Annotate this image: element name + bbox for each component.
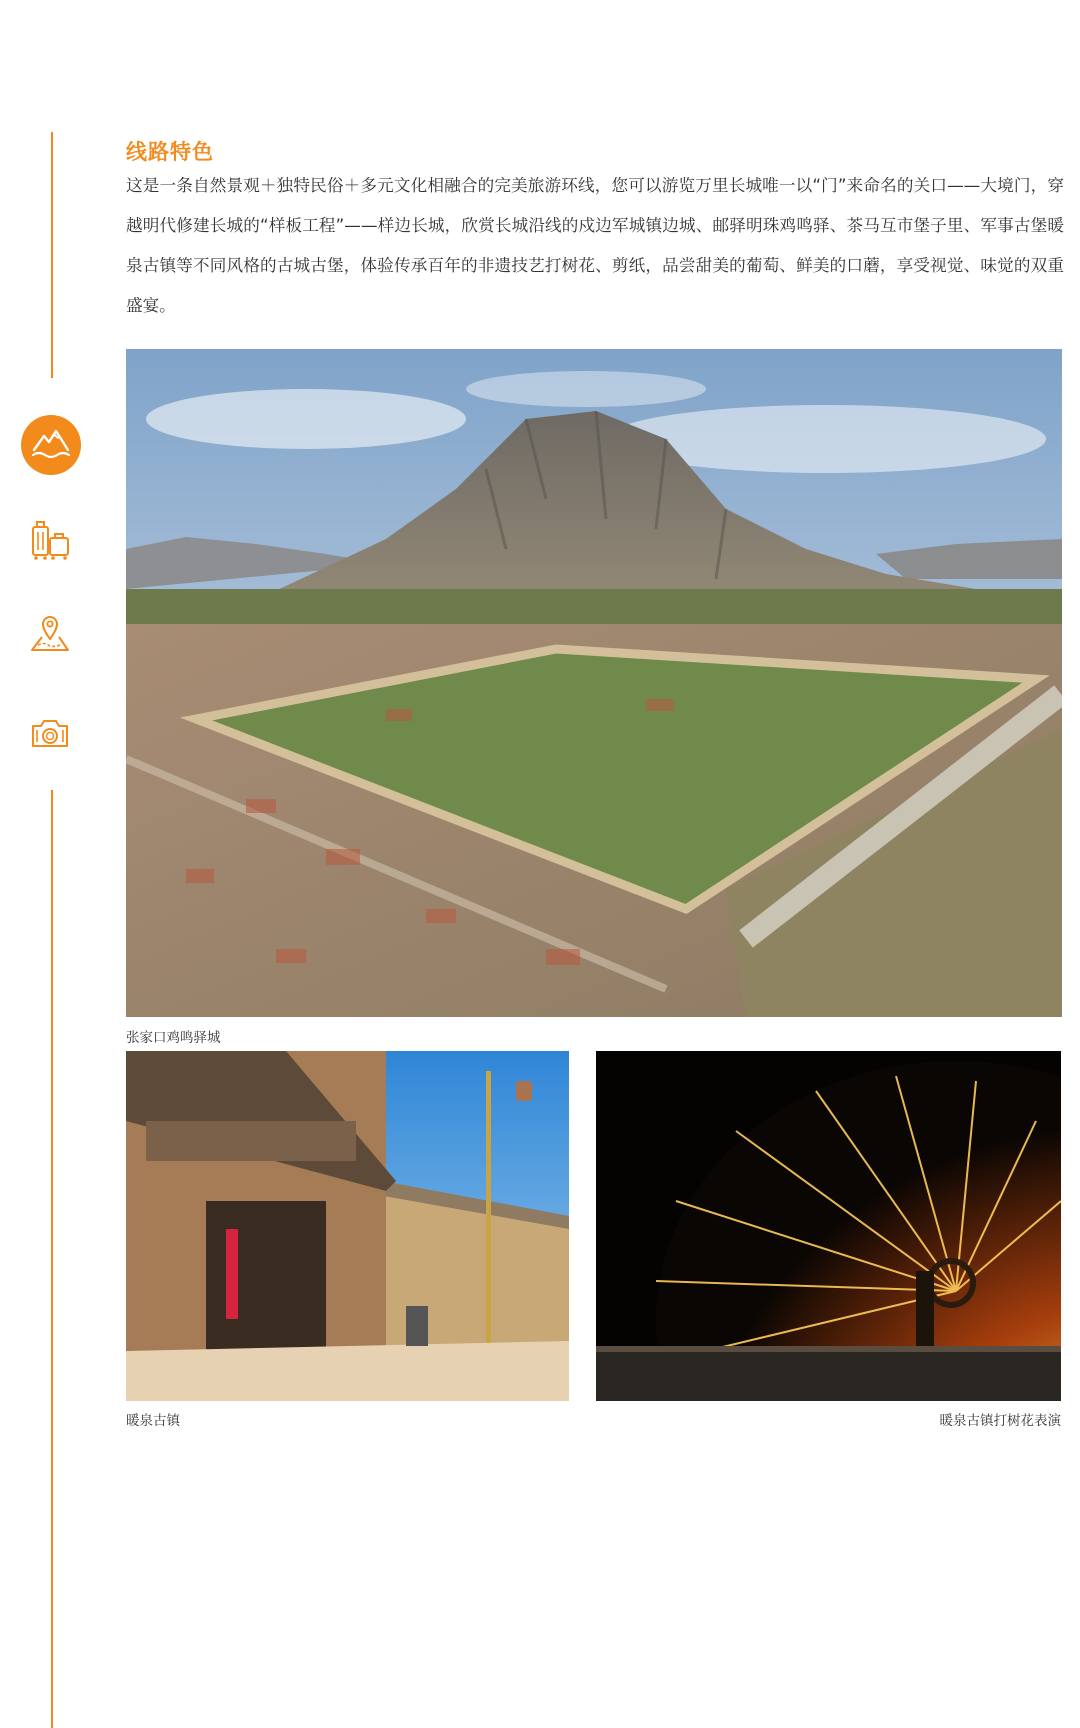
luggage-icon[interactable] (26, 518, 74, 562)
photo-jimingyi-aerial (126, 349, 1062, 1017)
sidebar-nav-scenery[interactable] (21, 415, 81, 475)
map-pin-icon[interactable] (26, 612, 74, 656)
photo-caption-left: 暖泉古镇 (126, 1413, 180, 1429)
mountain-icon (21, 415, 81, 475)
section-title: 线路特色 (126, 140, 214, 164)
intro-paragraph: 这是一条自然景观＋独特民俗＋多元文化相融合的完美旅游环线，您可以游览万里长城唯一以“门”来命名的关口——大境门，穿越明代修建长城的“样板工程”——样边长城，欣赏长城沿线的戍边军城镇边城、邮驿明珠鸡鸣驿、茶马互市堡子里、军事古堡暖泉古镇等不同风格的古城古堡，体验传承百年的非遗技艺打树花、剪纸，品尝甜美的葡萄、鲜美的口蘑，享受视觉、味觉的双重盛宴。 (126, 176, 1064, 315)
photo-caption-right: 暖泉古镇打树花表演 (939, 1413, 1061, 1429)
camera-icon[interactable] (26, 710, 74, 754)
photo-caption-main: 张家口鸡鸣驿城 (126, 1030, 221, 1046)
photo-dashuhua-performance (596, 1051, 1061, 1401)
photo-nuanquan-town (126, 1051, 569, 1401)
sidebar-line-top (51, 132, 53, 378)
sidebar-line-bottom (51, 790, 53, 1728)
